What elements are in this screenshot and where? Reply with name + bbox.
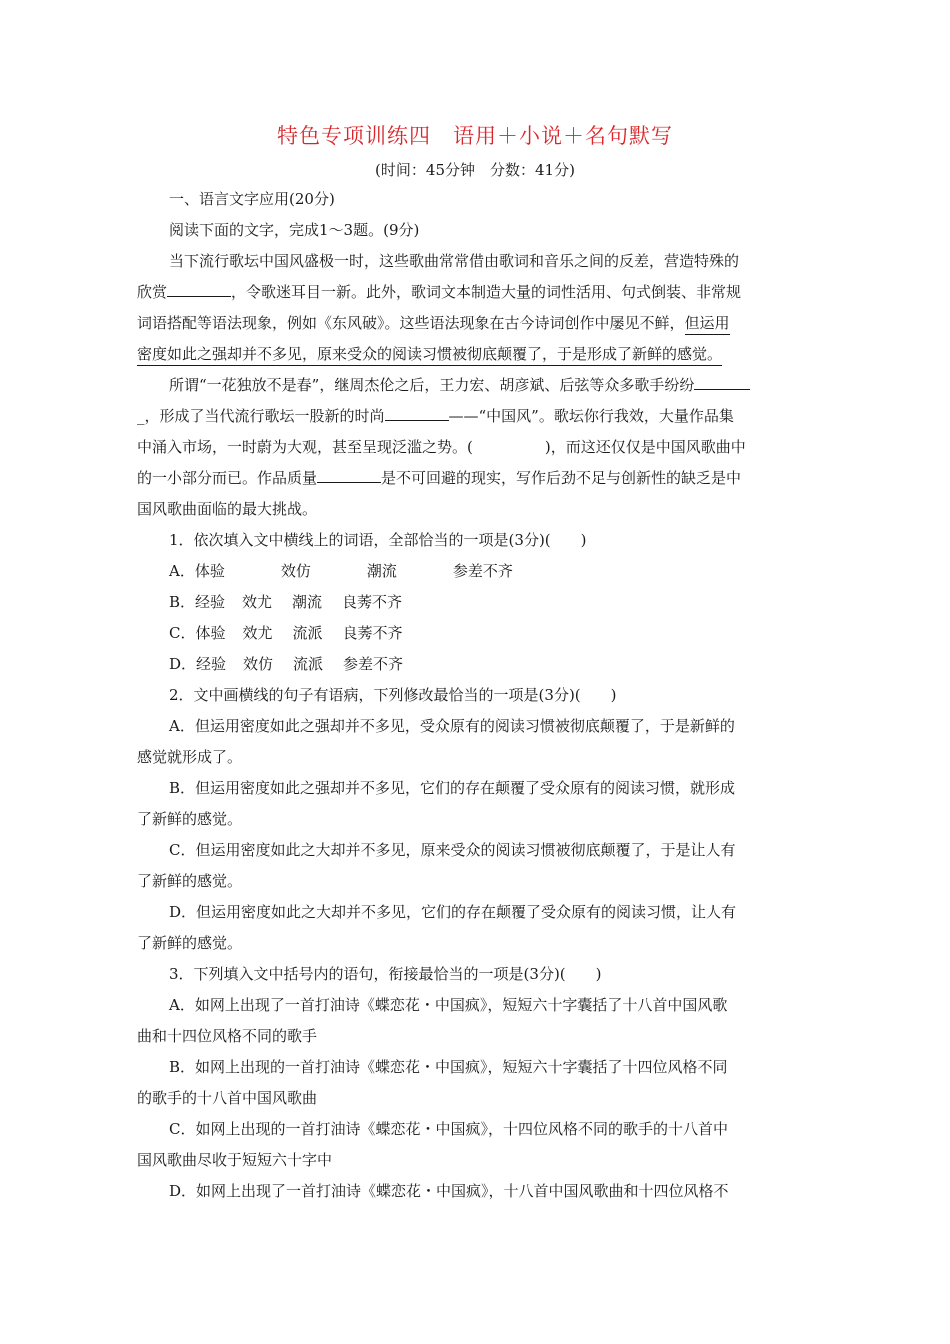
option-b: B．如网上出现的一首打油诗《蝶恋花・中国疯》，短短六十字囊括了十四位风格不同 (169, 1058, 728, 1076)
option-a-cont: 曲和十四位风格不同的歌手 (137, 1027, 318, 1045)
question-2 (137, 680, 817, 959)
option-b: B．但运用密度如此之强却并不多见，它们的存在颠覆了受众原有的阅读习惯，就形成 (169, 779, 736, 797)
question-1 (137, 525, 817, 680)
option-a: A．但运用密度如此之强却并不多见，受众原有的阅读习惯被彻底颠覆了，于是新鲜的 (169, 717, 735, 735)
section-heading: 一、语言文字应用(20分) (169, 190, 335, 208)
option-a-cont: 感觉就形成了。 (137, 748, 243, 766)
passage-line: 的一小部分而已。作品质量 是不可回避的现实，写作后劲不足与创新性的缺乏是中 (137, 463, 817, 494)
question-stem: 3．下列填入文中括号内的语句，衔接最恰当的一项是(3分)( ) (169, 965, 602, 983)
passage-line (137, 339, 817, 370)
option-b-cont: 了新鲜的感觉。 (137, 810, 243, 828)
fill-blank (167, 278, 231, 297)
reading-passage (137, 246, 817, 525)
fill-blank (385, 402, 449, 421)
option-c: C．体验 效尤 流派 良莠不齐 (169, 624, 403, 642)
passage-line: 所谓“一花独放不是春”，继周杰伦之后，王力宏、胡彦斌、后弦等众多歌手纷纷 (137, 370, 817, 401)
option-d: D．经验 效仿 流派 参差不齐 (169, 655, 404, 673)
option-c: C．如网上出现的一首打油诗《蝶恋花・中国疯》，十四位风格不同的歌手的十八首中 (169, 1120, 728, 1138)
page-subtitle: (时间：45分钟 分数：41分) (375, 161, 575, 179)
option-d: D．但运用密度如此之大却并不多见，它们的存在颠覆了受众原有的阅读习惯，让人有 (169, 903, 737, 921)
fill-blank (694, 371, 750, 390)
question-stem: 1．依次填入文中横线上的词语，全部恰当的一项是(3分)( ) (169, 531, 587, 549)
document-body (137, 184, 817, 1207)
underlined-sentence: 密度如此之强却并不多见，原来受众的阅读习惯被彻底颠覆了，于是形成了新鲜的感觉。 (137, 343, 722, 366)
passage-line: 欣赏 ，令歌迷耳目一新。此外，歌词文本制造大量的词性活用、句式倒装、非常规 (137, 277, 817, 308)
option-d: D．如网上出现了一首打油诗《蝶恋花・中国疯》，十八首中国风歌曲和十四位风格不 (169, 1182, 729, 1200)
passage-line: 中涌入市场，一时蔚为大观，甚至呈现泛滥之势。( )，而这还仅仅是中国风歌曲中 (137, 438, 746, 456)
option-c: C．但运用密度如此之大却并不多见，原来受众的阅读习惯被彻底颠覆了，于是让人有 (169, 841, 736, 859)
section-intro: 阅读下面的文字，完成1～3题。(9分) (169, 221, 420, 239)
page-title: 特色专项训练四 语用＋小说＋名句默写 (277, 124, 673, 148)
passage-line: 当下流行歌坛中国风盛极一时，这些歌曲常常借由歌词和音乐之间的反差，营造特殊的 (169, 252, 740, 270)
question-3 (137, 959, 817, 1207)
passage-line: _，形成了当代流行歌坛一股新的时尚 ——“中国风”。歌坛你行我效，大量作品集 (137, 401, 817, 432)
question-stem: 2．文中画横线的句子有语病，下列修改最恰当的一项是(3分)( ) (169, 686, 617, 704)
option-c-cont: 了新鲜的感觉。 (137, 872, 243, 890)
underlined-sentence: 但运用 (685, 312, 730, 335)
passage-line: 词语搭配等语法现象，例如《东风破》。这些语法现象在古今诗词创作中屡见不鲜，但运用 (137, 308, 817, 339)
fill-blank (317, 464, 381, 483)
option-d-cont: 了新鲜的感觉。 (137, 934, 243, 952)
passage-line: 国风歌曲面临的最大挑战。 (137, 500, 318, 518)
option-a: A．如网上出现了一首打油诗《蝶恋花・中国疯》，短短六十字囊括了十八首中国风歌 (169, 996, 728, 1014)
option-b-cont: 的歌手的十八首中国风歌曲 (137, 1089, 318, 1107)
option-b: B．经验 效尤 潮流 良莠不齐 (169, 593, 403, 611)
option-a: A．体验 效仿 潮流 参差不齐 (169, 562, 513, 580)
option-c-cont: 国风歌曲尽收于短短六十字中 (137, 1151, 333, 1169)
